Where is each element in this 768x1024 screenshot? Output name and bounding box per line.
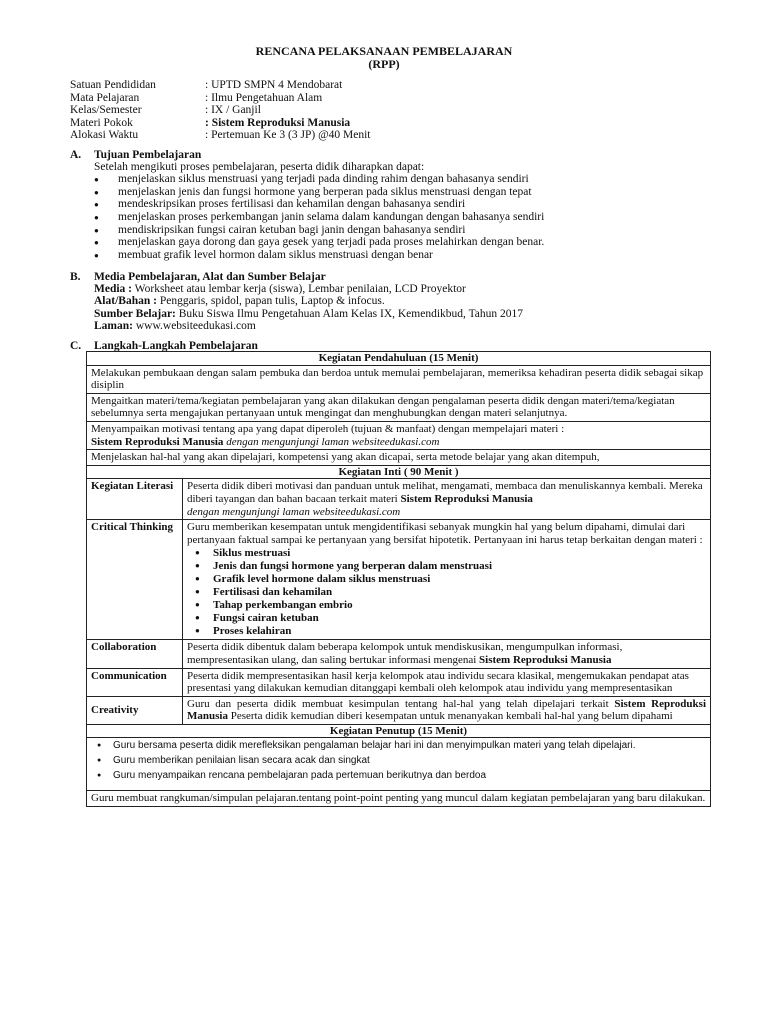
creat-cell <box>183 696 711 724</box>
section-letter: A. <box>70 149 82 161</box>
identity-row <box>70 92 371 105</box>
collab-cell <box>183 640 711 668</box>
list-item: ● Proses kelahiran <box>187 625 706 638</box>
media-block <box>94 283 523 333</box>
identity-row <box>70 79 371 92</box>
alat-row <box>94 295 523 307</box>
identity-value: : Sistem Reproduksi Manusia <box>205 116 351 129</box>
table-row: Melakukan pembukaan dengan salam pembuka dan berdoa untuk memulai pembelajaran, memeriksa kehadiran peserta didik sebagai sikap disiplin <box>87 365 711 393</box>
identity-row <box>70 104 371 117</box>
table-row: Menjelaskan hal-hal yang akan dipelajari, kompetensi yang akan dicapai, serta metode belajar yang akan ditempuh, <box>87 450 711 466</box>
collab-label: Collaboration <box>87 640 183 668</box>
critical-topics-list <box>187 547 706 638</box>
list-item: ● membuat grafik level hormon dalam siklus menstruasi dengan benar <box>94 249 544 262</box>
laman-label: Laman: <box>94 320 133 333</box>
list-item: ● mendeskripsikan proses fertilisasi dan kehamilan dengan bahasanya sendiri <box>94 198 544 211</box>
sumber-value: Buku Siswa Ilmu Pengetahuan Alam Kelas IX, Kemendikbud, Tahun 2017 <box>175 307 524 320</box>
identity-block <box>70 79 371 142</box>
table-row: Mengaitkan materi/tema/kegiatan pembelajaran yang akan dilakukan dengan pengalaman peserta didik dengan materi/tema/kegiatan sebelumnya serta mengajukan pertanyaan untuk mengingat dan menghubungkan dengan materi selanjutnya. <box>87 393 711 421</box>
list-item: ● Fungsi cairan ketuban <box>187 612 706 625</box>
identity-row <box>70 129 371 142</box>
identity-value: : UPTD SMPN 4 Mendobarat <box>205 79 343 91</box>
critical-text: Guru memberikan kesempatan untuk mengidentifikasi sebanyak mungkin hal yang belum dipahami, dimulai dari pertanyaan faktual sampai ke pertanyaan yang bersifat hipotetik. Pertanyaan ini harus tetap berkaitan dengan materi : <box>187 521 703 546</box>
creat-text: Guru dan peserta didik membuat kesimpulan tentang hal-hal yang telah dipelajari terkait <box>187 697 615 710</box>
identity-value: : Pertemuan Ke 3 (3 JP) @40 Menit <box>205 129 371 142</box>
alat-value: Penggaris, spidol, papan tulis, Laptop & infocus. <box>156 295 385 308</box>
steps-table <box>86 351 711 807</box>
literasi-link-text: dengan mengunjungi laman websiteedukasi.com <box>187 505 401 518</box>
list-item: ● menjelaskan gaya dorong dan gaya gesek yang terjadi pada proses melahirkan dengan benar. <box>94 236 544 249</box>
section-letter: B. <box>70 271 81 283</box>
identity-label: Materi Pokok <box>70 116 133 129</box>
objectives-list <box>94 173 544 262</box>
penutup-header: Kegiatan Penutup (15 Menit) <box>87 724 711 738</box>
motivasi-link-text: dengan mengunjungi laman websiteedukasi.com <box>223 435 440 448</box>
section-letter: C. <box>70 340 82 352</box>
section-title: Langkah-Langkah Pembelajaran <box>94 340 258 352</box>
motivasi-text: Menyampaikan motivasi tentang apa yang dapat diperoleh (tujuan & manfaat) dengan mempelajari materi : <box>91 422 565 435</box>
creat-topic: Sistem Reproduksi Manusia <box>187 697 707 723</box>
creat-text-2: Peserta didik kemudian diberi kesempatan untuk menanyakan kembali hal-hal yang belum dipahami <box>227 710 673 723</box>
laman-row <box>94 320 523 332</box>
list-item: ● Fertilisasi dan kehamilan <box>187 586 706 599</box>
penutup-list <box>91 739 706 784</box>
list-item: ● Siklus mestruasi <box>187 547 706 560</box>
media-label: Media : <box>94 283 133 295</box>
list-item: ● Guru bersama peserta didik merefleksikan pengalaman belajar hari ini dan menyimpulkan materi yang telah dipelajari. <box>91 739 706 754</box>
identity-value: : IX / Ganjil <box>205 104 261 117</box>
identity-value: : Ilmu Pengetahuan Alam <box>205 91 323 104</box>
identity-row <box>70 117 371 130</box>
sumber-row <box>94 308 523 320</box>
literasi-topic: Sistem Reproduksi Manusia <box>400 492 533 505</box>
list-item: ● mendiskripsikan fungsi cairan ketuban bagi janin dengan bahasanya sendiri <box>94 224 544 237</box>
list-item: ● Jenis dan fungsi hormone yang berperan dalam menstruasi <box>187 560 706 573</box>
literasi-cell <box>183 479 711 520</box>
critical-label: Critical Thinking <box>87 520 183 640</box>
section-title: Tujuan Pembelajaran <box>94 149 202 161</box>
table-row: Guru membuat rangkuman/simpulan pelajaran.tentang point-point penting yang muncul dalam kegiatan pembelajaran yang baru dilakukan. <box>87 791 711 807</box>
section-title: Media Pembelajaran, Alat dan Sumber Belajar <box>94 271 326 283</box>
literasi-label: Kegiatan Literasi <box>87 479 183 520</box>
alat-label: Alat/Bahan : <box>94 295 157 308</box>
laman-value: www.websiteedukasi.com <box>132 320 256 333</box>
critical-cell <box>183 520 711 640</box>
list-item: ● Guru memberikan penilaian lisan secara acak dan singkat <box>91 754 706 769</box>
identity-label: Kelas/Semester <box>70 104 142 117</box>
list-item: ● Grafik level hormone dalam siklus menstruasi <box>187 573 706 586</box>
media-value: Worksheet atau lembar kerja (siswa), Lembar penilaian, LCD Proyektor <box>132 283 466 295</box>
sumber-label: Sumber Belajar: <box>94 307 176 320</box>
document-title: RENCANA PELAKSANAAN PEMBELAJARAN <box>255 44 513 58</box>
section-a-intro: Setelah mengikuti proses pembelajaran, peserta didik diharapkan dapat: <box>94 161 425 173</box>
identity-label: Alokasi Waktu <box>70 129 139 142</box>
penutup-cell <box>87 738 711 791</box>
collab-topic: Sistem Reproduksi Manusia <box>479 653 612 666</box>
list-item: ● menjelaskan siklus menstruasi yang terjadi pada dinding rahim dengan bahasanya sendiri <box>94 173 544 186</box>
creat-label: Creativity <box>87 696 183 724</box>
list-item: ● menjelaskan proses perkembangan janin selama dalam kandungan dengan bahasanya sendiri <box>94 211 544 224</box>
collab-text: Peserta didik dibentuk dalam beberapa kelompok untuk mendiskusikan, mengumpulkan informasi, mempresentasikan ulang, dan saling bertukar informasi mengenai <box>187 641 623 666</box>
document-subtitle: (RPP) <box>368 57 400 71</box>
list-item: ● Tahap perkembangan embrio <box>187 599 706 612</box>
inti-header: Kegiatan Inti ( 90 Menit ) <box>87 465 711 479</box>
pendahuluan-header: Kegiatan Pendahuluan (15 Menit) <box>87 352 711 366</box>
identity-label: Mata Pelajaran <box>70 91 140 104</box>
list-item: ● menjelaskan jenis dan fungsi hormone yang berperan pada siklus menstruasi dengan tepat <box>94 186 544 199</box>
comm-label: Communication <box>87 668 183 696</box>
list-item: ● Guru menyampaikan rencana pembelajaran pada pertemuan berikutnya dan berdoa <box>91 769 706 784</box>
identity-label: Satuan Pendididan <box>70 79 156 91</box>
comm-cell: Peserta didik mempresentasikan hasil kerja kelompok atau individu secara klasikal, mengemukakan pendapat atas presentasi yang dilakukan kemudian ditanggapi kembali oleh kelompok atau individu yang mempresentasikan <box>183 668 711 696</box>
motivasi-topic: Sistem Reproduksi Manusia <box>91 435 224 448</box>
media-row <box>94 283 523 295</box>
table-row <box>87 421 711 449</box>
literasi-text: Peserta didik diberi motivasi dan panduan untuk melihat, mengamati, membaca dan menuliskannya kembali. Mereka diberi tayangan dan bahan bacaan terkait materi <box>187 480 703 505</box>
